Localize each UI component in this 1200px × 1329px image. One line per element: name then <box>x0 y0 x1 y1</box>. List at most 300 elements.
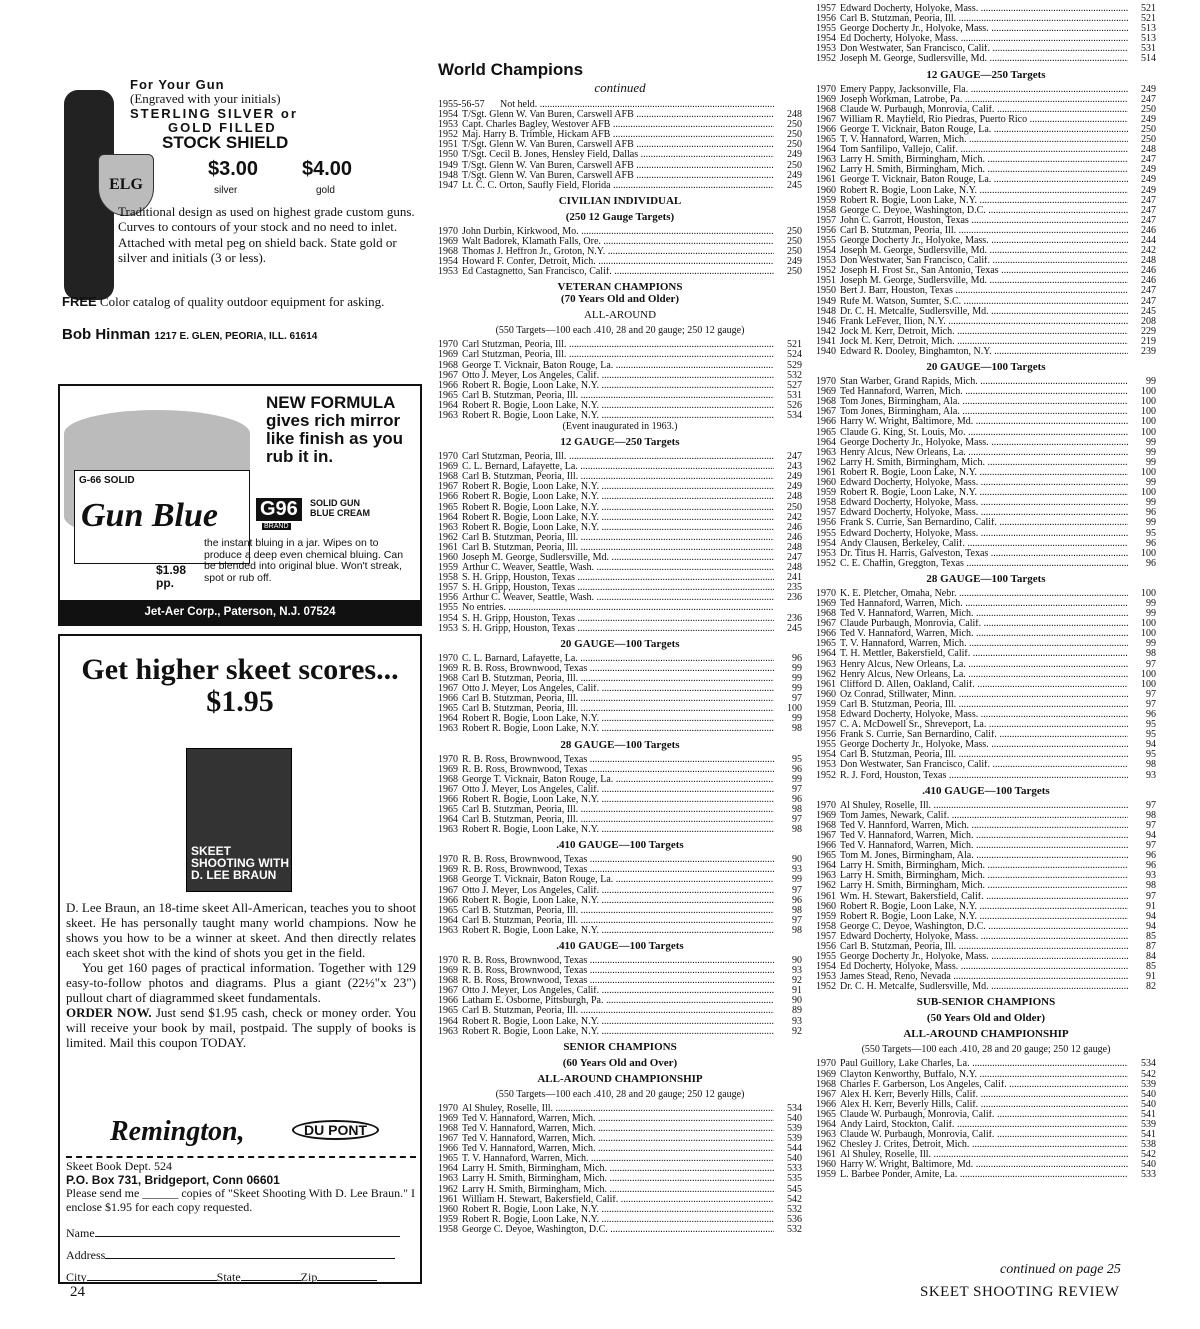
result-row <box>438 1017 802 1027</box>
result-score: 99 <box>792 875 802 886</box>
result-name: Arthur C. Weaver, Seattle, Wash. ..... <box>462 563 774 573</box>
result-name: R. B. Ross, Brownwood, Texas ..... <box>462 966 774 976</box>
coupon-name-field[interactable] <box>66 1226 416 1241</box>
result-name: Carl B. Stutzman, Peoria, Ill. ..... <box>462 1006 774 1016</box>
result-name: Robert R. Bogie, Loon Lake, N.Y. ..... <box>462 381 774 391</box>
result-year: 1962 <box>816 165 836 176</box>
result-year: 1963 <box>438 1174 458 1185</box>
result-score: 529 <box>787 360 802 371</box>
result-row <box>816 639 1156 649</box>
book-cover-title: SKEET SHOOTING WITH D. LEE BRAUN <box>191 844 289 882</box>
result-row <box>438 755 802 765</box>
silver-label: silver <box>214 185 238 196</box>
g96-logo: G96 <box>256 498 302 521</box>
result-name: Thomas J. Heffron Jr., Groton, N.Y. ..... <box>462 247 774 257</box>
result-row <box>816 962 1156 972</box>
result-score: 82 <box>1146 982 1156 993</box>
result-year: 1961 <box>438 542 458 553</box>
result-name: T. V. Hannaford, Warren, Mich. ..... <box>840 135 1128 145</box>
result-score: 100 <box>1141 548 1156 559</box>
result-name: Andy Laird, Stockton, Calif. ..... <box>840 1120 1128 1130</box>
result-row <box>816 1059 1156 1069</box>
result-name: K. E. Pletcher, Omaha, Nebr. ..... <box>840 589 1128 599</box>
result-row <box>438 1154 802 1164</box>
result-name: Robert R. Bogie, Loon Lake, N.Y. ..... <box>462 401 774 411</box>
result-year: 1955 <box>816 952 836 963</box>
result-name: Robert R. Bogie, Loon Lake, N.Y. ..... <box>462 724 774 734</box>
result-score: 249 <box>787 482 802 493</box>
result-year: 1967 <box>438 370 458 381</box>
result-row <box>438 411 802 421</box>
result-row <box>438 1174 802 1184</box>
result-name: Chesley J. Crites, Detroit, Mich. ..... <box>840 1140 1128 1150</box>
result-row <box>816 347 1156 357</box>
senior-28-title: 28 GAUGE—100 Targets <box>926 572 1046 585</box>
result-row <box>816 458 1156 468</box>
result-row <box>816 1080 1156 1090</box>
result-year: 1967 <box>438 1134 458 1145</box>
result-score: 249 <box>1141 114 1156 125</box>
result-row <box>816 24 1156 34</box>
result-row <box>438 916 802 926</box>
ad1-line5: STOCK SHIELD <box>162 133 289 152</box>
price-gold: $4.00 <box>302 158 353 180</box>
result-year: 1970 <box>438 226 458 237</box>
result-year: 1970 <box>438 855 458 866</box>
result-year: 1954 <box>816 750 836 761</box>
result-year: 1961 <box>816 175 836 186</box>
result-year: 1952 <box>816 982 836 993</box>
result-score: 246 <box>787 532 802 543</box>
result-year: 1954 <box>816 34 836 45</box>
result-row <box>816 34 1156 44</box>
ad1-line3: STERLING SILVER or <box>130 106 298 121</box>
result-name: Al Shuley, Roselle, Ill. ..... <box>840 1150 1128 1160</box>
result-score: 249 <box>787 150 802 161</box>
result-score: 97 <box>1146 891 1156 902</box>
state-label: State <box>216 1270 241 1284</box>
result-year: 1967 <box>438 684 458 695</box>
result-score: 91 <box>1146 972 1156 983</box>
result-score: 241 <box>787 573 802 584</box>
city-label: City <box>66 1270 87 1284</box>
result-score: 99 <box>1146 639 1156 650</box>
result-name: Joseph Workman, Latrobe, Pa. ..... <box>840 95 1128 105</box>
result-name: Ted V. Hannaford, Warren, Mich. ..... <box>462 1124 774 1134</box>
result-name: Edward R. Dooley, Binghamton, N.Y. ..... <box>840 347 1128 357</box>
result-name: S. H. Gripp, Houston, Texas ..... <box>462 614 774 624</box>
result-year: 1941 <box>816 336 836 347</box>
result-year: 1965 <box>438 502 458 513</box>
result-row <box>816 539 1156 549</box>
senior-28-list <box>816 589 1156 781</box>
result-name: George Docherty Jr., Holyoke, Mass. ..... <box>840 952 1128 962</box>
result-name: George Docherty Jr., Holyoke, Mass. ..... <box>840 438 1128 448</box>
result-year: 1967 <box>438 784 458 795</box>
result-row <box>816 286 1156 296</box>
result-name: Ed Docherty, Holyoke, Mass. ..... <box>840 34 1128 44</box>
result-year: 1963 <box>816 1130 836 1141</box>
result-name: C. L. Barnard, Lafayette, La. ..... <box>462 654 774 664</box>
result-score: 545 <box>787 1184 802 1195</box>
result-score: 90 <box>792 996 802 1007</box>
result-name: R. B. Ross, Brownwood, Texas ..... <box>462 664 774 674</box>
result-score: 531 <box>787 390 802 401</box>
result-year: 1954 <box>816 538 836 549</box>
result-row <box>438 583 802 593</box>
result-year: 1963 <box>438 724 458 735</box>
result-score: 95 <box>1146 750 1156 761</box>
result-year: 1959 <box>816 488 836 499</box>
result-year: 1969 <box>438 764 458 775</box>
result-row <box>438 140 802 150</box>
result-score: 532 <box>787 1204 802 1215</box>
result-year: 1968 <box>816 820 836 831</box>
result-year: 1962 <box>816 1140 836 1151</box>
result-row <box>816 1110 1156 1120</box>
result-name: T/Sgt. Cecil B. Jones, Hensley Field, Dallas ..... <box>462 150 774 160</box>
veteran-targets: (550 Targets—100 each .410, 28 and 20 gauge; 250 12 gauge) <box>495 325 745 337</box>
result-name: George Docherty Jr., Holyoke, Mass. ..... <box>840 24 1128 34</box>
result-score: 99 <box>792 774 802 785</box>
coupon-request: Please send me ______ copies of "Skeet Shooting With D. Lee Braun." I enclose $1.95 for each copy requested. <box>66 1186 416 1214</box>
coupon-dept: Skeet Book Dept. 524 <box>66 1159 172 1173</box>
result-name: Harry W. Wright, Baltimore, Md. ..... <box>840 417 1128 427</box>
result-year: 1970 <box>816 377 836 388</box>
result-name: Robert R. Bogie, Loon Lake, N.Y. ..... <box>462 1215 774 1225</box>
result-score: 242 <box>1141 246 1156 257</box>
result-row <box>816 922 1156 932</box>
section-heading: World Champions <box>438 60 584 79</box>
result-name: Robert R. Bogie, Loon Lake, N.Y. ..... <box>462 523 774 533</box>
result-score: 521 <box>1141 4 1156 14</box>
result-score: 539 <box>787 1134 802 1145</box>
result-year: 1968 <box>816 397 836 408</box>
result-row <box>438 237 802 247</box>
result-name: R. B. Ross, Brownwood, Texas ..... <box>462 956 774 966</box>
result-score: 96 <box>1146 508 1156 519</box>
result-score: 248 <box>787 110 802 121</box>
result-year: 1953 <box>816 760 836 771</box>
result-name: George T. Vicknair, Baton Rouge, La. ..... <box>462 361 774 371</box>
result-row <box>816 861 1156 871</box>
result-row <box>438 654 802 664</box>
coupon-city-field[interactable] <box>66 1270 416 1285</box>
result-score: 99 <box>792 663 802 674</box>
result-name: Larry H. Smith, Birmingham, Mich. ..... <box>840 881 1128 891</box>
result-year: 1965 <box>438 390 458 401</box>
result-year: 1961 <box>816 467 836 478</box>
result-row <box>438 1104 802 1114</box>
result-row <box>816 175 1156 185</box>
result-name: Carl B. Stutzman, Peoria, Ill. ..... <box>840 750 1128 760</box>
senior-list <box>438 1104 802 1235</box>
result-name: Don Westwater, San Francisco, Calif. ..... <box>840 256 1128 266</box>
result-year: 1958 <box>816 921 836 932</box>
veteran-12-list <box>438 452 802 634</box>
result-row <box>816 327 1156 337</box>
result-score: 94 <box>1146 921 1156 932</box>
result-name: Ed Docherty, Holyoke, Mass. ..... <box>840 962 1128 972</box>
result-row <box>438 996 802 1006</box>
result-year: 1966 <box>438 794 458 805</box>
result-year: 1955 <box>816 528 836 539</box>
result-year: 1964 <box>438 915 458 926</box>
result-row <box>816 498 1156 508</box>
result-name: Alex H. Kerr, Beverly Hills, Calif. ..... <box>840 1100 1128 1110</box>
result-name: Ted V. Hannaford, Warren, Mich. ..... <box>840 841 1128 851</box>
result-name: Robert R. Bogie, Loon Lake, N.Y. ..... <box>840 186 1128 196</box>
senior-allaround: ALL-AROUND CHAMPIONSHIP <box>537 1072 703 1085</box>
result-row <box>438 1027 802 1037</box>
book-ad-paragraph-3 <box>66 1005 416 1050</box>
result-name: Ted V. Hannaford, Warren, Mich. ..... <box>840 609 1128 619</box>
result-year: 1964 <box>816 649 836 660</box>
result-row <box>816 397 1156 407</box>
result-score: 541 <box>1141 1109 1156 1120</box>
result-score: 97 <box>792 815 802 826</box>
result-year: 1958 <box>438 573 458 584</box>
coupon-address-field[interactable] <box>66 1248 416 1263</box>
result-row <box>816 912 1156 922</box>
result-score: 96 <box>1146 851 1156 862</box>
result-year: 1965 <box>816 1109 836 1120</box>
ad1-advertiser <box>62 328 317 344</box>
result-score: 96 <box>792 653 802 664</box>
result-name: Joseph M. George, Sudlersville, Md. ..... <box>840 276 1128 286</box>
result-year: 1955-56-57 <box>438 100 485 110</box>
result-score: 236 <box>787 593 802 604</box>
result-score: 245 <box>1141 306 1156 317</box>
result-row <box>438 361 802 371</box>
result-row <box>816 750 1156 760</box>
result-score: 98 <box>1146 649 1156 660</box>
result-score: 247 <box>1141 296 1156 307</box>
right-column <box>816 4 1156 1181</box>
result-name: Charles F. Garberson, Los Angeles, Calif. ..... <box>840 1080 1128 1090</box>
result-row <box>438 825 802 835</box>
result-year: 1962 <box>438 1184 458 1195</box>
result-score: 100 <box>1141 488 1156 499</box>
result-year: 1960 <box>438 1204 458 1215</box>
result-year: 1952 <box>816 266 836 277</box>
result-score: 95 <box>1146 528 1156 539</box>
result-score: 99 <box>1146 598 1156 609</box>
result-year: 1966 <box>438 996 458 1007</box>
result-name: Carl B. Stutzman, Peoria, Ill. ..... <box>462 916 774 926</box>
result-row <box>816 982 1156 992</box>
result-score: 524 <box>787 350 802 361</box>
result-name: Edward Docherty, Holyoke, Mass. ..... <box>840 529 1128 539</box>
result-name: T/Sgt. Glenn W. Van Buren, Carswell AFB ..... <box>462 161 774 171</box>
result-name: George C. Deyoe, Washington, D.C. ..... <box>840 206 1128 216</box>
result-year: 1958 <box>816 710 836 720</box>
result-score: 99 <box>792 684 802 695</box>
result-row <box>816 740 1156 750</box>
result-score: 92 <box>792 1026 802 1037</box>
result-row <box>816 54 1156 64</box>
result-row <box>816 1170 1156 1180</box>
result-name: Joseph M. George, Sudlersville, Md. ..... <box>840 54 1128 64</box>
result-row <box>438 724 802 734</box>
result-name: Tom James, Newark, Calif. ..... <box>840 811 1128 821</box>
result-year: 1956 <box>816 941 836 952</box>
result-score: 248 <box>1141 145 1156 156</box>
result-score: 100 <box>1141 669 1156 680</box>
result-year: 1952 <box>816 770 836 781</box>
result-row <box>438 785 802 795</box>
result-name: C. E. Chaffin, Greggton, Texas ..... <box>840 559 1128 569</box>
result-name: Larry H. Smith, Birmingham, Mich. ..... <box>840 165 1128 175</box>
result-year: 1963 <box>438 522 458 533</box>
ad1-line1: For Your Gun <box>130 77 225 92</box>
result-row <box>438 714 802 724</box>
result-score: 99 <box>792 673 802 684</box>
result-score: 100 <box>1141 417 1156 428</box>
result-row <box>816 680 1156 690</box>
result-year: 1950 <box>816 286 836 297</box>
result-score: 99 <box>1146 437 1156 448</box>
result-name: S. H. Gripp, Houston, Texas ..... <box>462 573 774 583</box>
result-year: 1951 <box>816 276 836 287</box>
result-year: 1965 <box>816 639 836 650</box>
result-year: 1940 <box>816 347 836 357</box>
result-score: 89 <box>792 1006 802 1017</box>
result-score: 248 <box>1141 256 1156 267</box>
result-score: 97 <box>1146 820 1156 831</box>
result-row <box>816 1070 1156 1080</box>
result-year: 1962 <box>816 881 836 892</box>
result-score: 97 <box>1146 800 1156 811</box>
result-year: 1966 <box>438 492 458 503</box>
result-row <box>438 624 802 634</box>
veteran-allaround: ALL-AROUND <box>583 309 657 322</box>
result-row <box>438 1144 802 1154</box>
result-score: 246 <box>1141 225 1156 236</box>
result-year: 1948 <box>816 306 836 317</box>
senior-subtitle: (60 Years Old and Over) <box>562 1056 678 1069</box>
result-row <box>438 462 802 472</box>
result-score: 99 <box>1146 498 1156 509</box>
result-score: 532 <box>787 1224 802 1235</box>
result-year: 1969 <box>438 663 458 674</box>
result-year: 1968 <box>438 774 458 785</box>
result-row <box>438 401 802 411</box>
result-row <box>438 340 802 350</box>
result-score: 93 <box>792 966 802 977</box>
result-name: Walt Badorek, Klamath Falls, Ore. ..... <box>462 237 774 247</box>
subsenior-subtitle: (50 Years Old and Older) <box>926 1012 1046 1025</box>
shield-initials: ELG <box>109 176 143 193</box>
result-row <box>816 871 1156 881</box>
result-score: 513 <box>1141 24 1156 35</box>
result-row <box>438 1215 802 1225</box>
result-row <box>438 694 802 704</box>
result-score: 85 <box>1146 962 1156 973</box>
book-ad-body <box>66 900 416 1050</box>
result-name: T. H. Mettler, Bakersfield, Calif. ..... <box>840 649 1128 659</box>
coupon-address: P.O. Box 731, Bridgeport, Conn 06601 <box>66 1172 280 1187</box>
result-year: 1967 <box>816 830 836 841</box>
result-year: 1966 <box>816 629 836 640</box>
result-row <box>816 145 1156 155</box>
result-row <box>438 815 802 825</box>
result-score: 533 <box>1141 1170 1156 1181</box>
result-row <box>438 563 802 573</box>
result-year: 1963 <box>438 925 458 936</box>
result-name: John Durbin, Kirkwood, Mo. ..... <box>462 227 774 237</box>
result-name: Carl B. Stutzman, Peoria, Ill. ..... <box>840 942 1128 952</box>
result-row <box>816 417 1156 427</box>
result-year: 1960 <box>816 185 836 196</box>
result-row <box>438 1006 802 1016</box>
result-year: 1949 <box>816 296 836 307</box>
result-score: 521 <box>787 340 802 351</box>
result-name: Larry H. Smith, Birmingham, Mich. ..... <box>840 155 1128 165</box>
middle-column <box>438 60 802 1235</box>
result-row <box>816 771 1156 781</box>
result-row <box>816 428 1156 438</box>
result-score: 96 <box>1146 710 1156 720</box>
advertiser-name: Bob Hinman <box>62 326 151 343</box>
result-score: 94 <box>1146 740 1156 751</box>
result-score: 100 <box>1141 407 1156 418</box>
result-score: 521 <box>1141 14 1156 25</box>
result-year: 1957 <box>816 215 836 226</box>
result-score: 527 <box>787 380 802 391</box>
result-year: 1969 <box>816 810 836 821</box>
result-score: 536 <box>787 1214 802 1225</box>
result-row <box>816 589 1156 599</box>
result-row <box>816 710 1156 720</box>
stock-shield-ad <box>58 62 418 352</box>
result-score: 250 <box>787 160 802 171</box>
result-year: 1959 <box>438 563 458 574</box>
result-year: 1966 <box>816 841 836 852</box>
result-year: 1961 <box>438 1194 458 1205</box>
result-year: 1967 <box>438 482 458 493</box>
result-score: 246 <box>1141 266 1156 277</box>
result-row <box>816 599 1156 609</box>
result-score: 250 <box>787 247 802 258</box>
result-name: R. B. Ross, Brownwood, Texas ..... <box>462 855 774 865</box>
result-row <box>816 317 1156 327</box>
result-score: 98 <box>792 925 802 936</box>
result-name: Jock M. Kerr, Detroit, Mich. ..... <box>840 337 1128 347</box>
result-score: 245 <box>787 180 802 191</box>
result-score: 246 <box>787 522 802 533</box>
result-name: Carl B. Stutzman, Peoria, Ill. ..... <box>840 14 1128 24</box>
result-year: 1967 <box>438 885 458 896</box>
result-name: Henry Alcus, New Orleans, La. ..... <box>840 670 1128 680</box>
result-year: 1964 <box>438 815 458 826</box>
result-row <box>438 267 802 277</box>
result-year: 1954 <box>438 110 458 121</box>
result-score: 97 <box>1146 689 1156 700</box>
result-row <box>438 181 802 191</box>
veteran-subtitle: (70 Years Old and Older) <box>560 293 680 306</box>
result-name: Ed Castagnetto, San Francisco, Calif. ..... <box>462 267 774 277</box>
result-name: Robert R. Bogie, Loon Lake, N.Y. ..... <box>462 795 774 805</box>
result-score: 249 <box>1141 185 1156 196</box>
result-year: 1952 <box>438 130 458 141</box>
result-name: Robert R. Bogie, Loon Lake, N.Y. ..... <box>462 926 774 936</box>
result-score: 250 <box>787 226 802 237</box>
result-name: S. H. Gripp, Houston, Texas ..... <box>462 583 774 593</box>
result-year: 1966 <box>438 694 458 705</box>
result-name: Clifford D. Allen, Oakland, Calif. ..... <box>840 680 1128 690</box>
result-year: 1951 <box>438 140 458 151</box>
